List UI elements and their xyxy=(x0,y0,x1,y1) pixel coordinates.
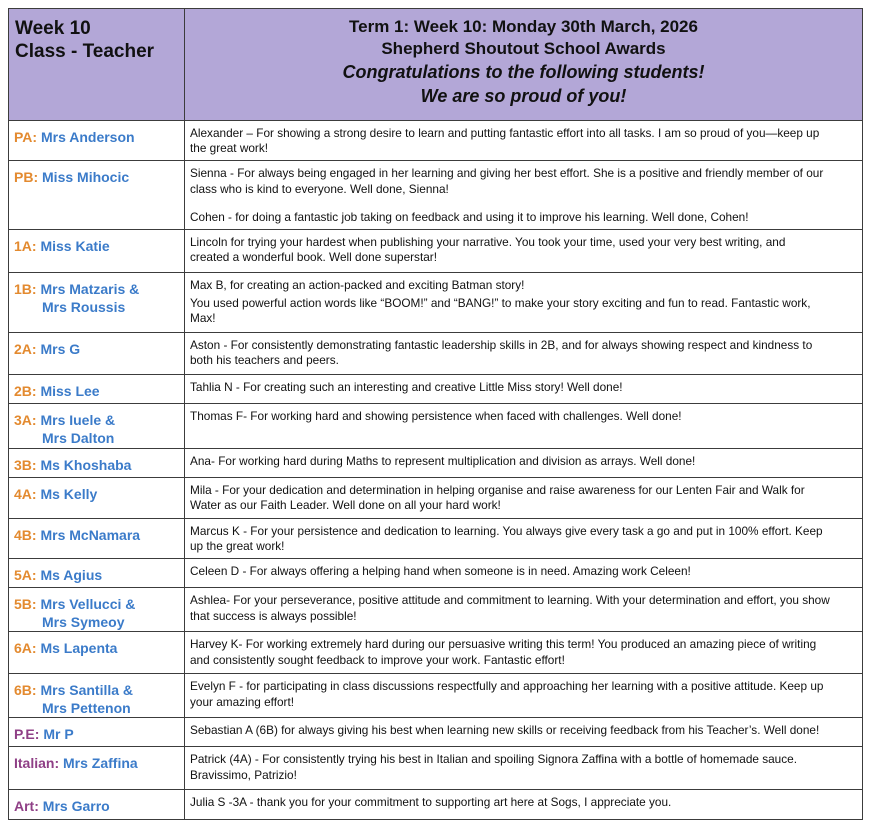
teacher-name: Mrs Garro xyxy=(42,798,110,815)
award-message-line: Ashlea- For your perseverance, positive attitude and commitment to learning. With your determination and effort, you show xyxy=(190,593,830,608)
teacher-name: Ms Agius xyxy=(40,567,103,584)
class-teacher-cell xyxy=(9,375,185,404)
award-message-line: Celeen D - For always offering a helping hand when someone is in need. Amazing work Celeen! xyxy=(190,564,691,579)
class-teacher-cell xyxy=(9,121,185,161)
award-row xyxy=(9,273,863,333)
award-row xyxy=(9,790,863,820)
award-message-line: Water as our Faith Leader. Well done on all your hard work! xyxy=(190,498,501,513)
award-row xyxy=(9,674,863,718)
award-row xyxy=(9,121,863,161)
award-message-cell xyxy=(185,375,863,404)
award-message-line: Lincoln for trying your hardest when publishing your narrative. You took your time, used your very best writing, and xyxy=(190,235,786,250)
award-message-cell xyxy=(185,333,863,375)
class-code: Art: xyxy=(14,798,39,815)
teacher-name-second: Mrs Roussis xyxy=(42,299,126,316)
class-code: 4A: xyxy=(14,486,37,503)
award-message-cell xyxy=(185,404,863,449)
award-message-cell xyxy=(185,559,863,588)
class-teacher-label: Class - Teacher xyxy=(15,41,155,62)
award-message-cell xyxy=(185,478,863,519)
award-message-cell xyxy=(185,449,863,478)
award-message-line: Marcus K - For your persistence and dedication to learning. You always give every task a go and put in 100% effort. Keep xyxy=(190,524,823,539)
award-message-line: Cohen - for doing a fantastic job taking on feedback and using it to improve his learning. Well done, Cohen! xyxy=(190,209,749,224)
award-message-line: You used powerful action words like “BOOM!” and “BANG!” to make your story exciting and fun to read. Fantastic work, xyxy=(190,296,811,311)
class-code: 1A: xyxy=(14,238,37,255)
awards-table xyxy=(8,8,863,820)
awards-title: Shepherd Shoutout School Awards xyxy=(381,39,666,58)
award-row xyxy=(9,588,863,632)
teacher-name: Mrs McNamara xyxy=(40,527,141,544)
award-row xyxy=(9,333,863,375)
award-message-line: Bravissimo, Patrizio! xyxy=(190,767,297,782)
header-row xyxy=(9,9,863,121)
award-message-line: your amazing effort! xyxy=(190,694,295,709)
award-row xyxy=(9,478,863,519)
teacher-name: Mrs Anderson xyxy=(40,129,135,145)
class-teacher-cell xyxy=(9,559,185,588)
class-code: 2B: xyxy=(14,383,37,400)
award-message-line: Julia S -3A - thank you for your commitment to supporting art here at Sogs, I appreciate you. xyxy=(190,795,672,810)
award-message-line: Mila - For your dedication and determination in helping organise and raise awareness for our Lenten Fair and Walk for xyxy=(190,483,805,498)
teacher-name: Ms Kelly xyxy=(40,486,98,503)
teacher-name-second: Mrs Symeoy xyxy=(42,614,125,631)
teacher-name: Ms Khoshaba xyxy=(40,457,132,474)
award-message-line: created a wonderful book. Well done superstar! xyxy=(190,250,438,265)
proud-line: We are so proud of you! xyxy=(420,86,627,106)
class-code: PA: xyxy=(14,129,38,145)
class-code: 2A: xyxy=(14,341,37,358)
award-message-cell xyxy=(185,747,863,790)
class-code: 3B: xyxy=(14,457,37,474)
award-message-cell xyxy=(185,519,863,559)
header-title-cell xyxy=(185,9,863,121)
class-teacher-cell xyxy=(9,519,185,559)
class-teacher-cell xyxy=(9,333,185,375)
class-teacher-cell xyxy=(9,273,185,333)
class-code: 5B: xyxy=(14,596,37,613)
class-teacher-cell xyxy=(9,790,185,820)
class-teacher-cell xyxy=(9,478,185,519)
award-message-line: Ana- For working hard during Maths to represent multiplication and division as arrays. Well done! xyxy=(190,454,696,469)
award-row xyxy=(9,632,863,674)
award-message-line: Patrick (4A) - For consistently trying his best in Italian and spoiling Signora Zaffina with a bottle of homemade sauce. xyxy=(190,752,797,767)
award-message-line: Sebastian A (6B) for always giving his best when learning new skills or receiving feedback from his Teacher’s. Well done! xyxy=(190,723,820,738)
award-message-line: and consistently sought feedback to improve your work. Fantastic effort! xyxy=(190,652,565,667)
award-row xyxy=(9,747,863,790)
teacher-name-second: Mrs Pettenon xyxy=(42,700,131,717)
teacher-name: Mrs Vellucci & xyxy=(40,596,136,613)
award-message-line: both his teachers and peers. xyxy=(190,353,339,368)
award-message-line: Max! xyxy=(190,311,216,326)
award-message-line: Sienna - For always being engaged in her learning and giving her best effort. She is a positive and friendly member of our xyxy=(190,166,824,181)
class-teacher-cell xyxy=(9,230,185,273)
award-row xyxy=(9,718,863,747)
award-row xyxy=(9,230,863,273)
term-date-title: Term 1: Week 10: Monday 30th March, 2026 xyxy=(349,17,698,36)
award-message-line: Harvey K- For working extremely hard during our persuasive writing this term! You produced an amazing piece of writing xyxy=(190,637,817,652)
class-teacher-cell xyxy=(9,674,185,718)
award-message-cell xyxy=(185,632,863,674)
teacher-name: Mrs Iuele & xyxy=(40,412,116,429)
teacher-name: Miss Katie xyxy=(40,238,110,255)
teacher-name: Ms Lapenta xyxy=(40,640,118,657)
teacher-name: Miss Mihocic xyxy=(42,169,130,186)
week-label: Week 10 xyxy=(15,18,91,39)
award-message-cell xyxy=(185,273,863,333)
teacher-name: Mrs G xyxy=(40,341,81,358)
class-teacher-cell xyxy=(9,161,185,230)
class-code: 6B: xyxy=(14,682,37,699)
class-code: Italian: xyxy=(14,755,60,772)
award-row xyxy=(9,559,863,588)
class-code: 3A: xyxy=(14,412,37,429)
teacher-name: Miss Lee xyxy=(40,383,100,400)
award-row xyxy=(9,404,863,449)
class-teacher-cell xyxy=(9,588,185,632)
class-teacher-cell xyxy=(9,632,185,674)
teacher-name: Mr P xyxy=(43,726,74,743)
header-left-cell xyxy=(9,9,185,121)
teacher-name: Mrs Zaffina xyxy=(63,755,138,772)
award-message-line: Alexander – For showing a strong desire to learn and putting fantastic effort into all tasks. I am so proud of you—keep up xyxy=(190,126,820,140)
class-teacher-cell xyxy=(9,449,185,478)
class-code: PB: xyxy=(14,169,39,186)
award-row xyxy=(9,375,863,404)
award-row xyxy=(9,449,863,478)
award-message-line: up the great work! xyxy=(190,539,285,554)
award-message-line: class who is kind to everyone. Well done, Sienna! xyxy=(190,181,449,196)
award-message-line: that success is always possible! xyxy=(190,608,357,623)
award-message-cell xyxy=(185,588,863,632)
class-code: 5A: xyxy=(14,567,37,584)
class-code: 1B: xyxy=(14,281,37,298)
award-row xyxy=(9,161,863,230)
class-code: 6A: xyxy=(14,640,37,657)
teacher-name-second: Mrs Dalton xyxy=(42,430,115,447)
award-message-cell xyxy=(185,674,863,718)
class-teacher-cell xyxy=(9,718,185,747)
paragraph-gap xyxy=(190,197,862,210)
congrats-line: Congratulations to the following students! xyxy=(342,62,705,82)
teacher-name: Mrs Santilla & xyxy=(40,682,134,699)
award-message-line: the great work! xyxy=(190,141,269,156)
award-message-cell xyxy=(185,790,863,820)
award-message-cell xyxy=(185,718,863,747)
award-message-line: Thomas F- For working hard and showing persistence when faced with challenges. Well done! xyxy=(190,409,682,424)
class-teacher-cell xyxy=(9,404,185,449)
award-message-cell xyxy=(185,161,863,230)
class-code: 4B: xyxy=(14,527,37,544)
award-message-cell xyxy=(185,121,863,161)
award-message-line: Tahlia N - For creating such an interesting and creative Little Miss story! Well done! xyxy=(190,380,623,395)
award-message-cell xyxy=(185,230,863,273)
award-message-line: Max B, for creating an action-packed and exciting Batman story! xyxy=(190,278,525,293)
award-row xyxy=(9,519,863,559)
award-message-line: Aston - For consistently demonstrating fantastic leadership skills in 2B, and for always showing respect and kindness to xyxy=(190,338,813,353)
teacher-name: Mrs Matzaris & xyxy=(40,281,140,298)
class-code: P.E: xyxy=(14,726,40,743)
class-teacher-cell xyxy=(9,747,185,790)
award-message-line: Evelyn F - for participating in class discussions respectfully and approaching her learning with a positive attitude. Keep up xyxy=(190,679,824,694)
